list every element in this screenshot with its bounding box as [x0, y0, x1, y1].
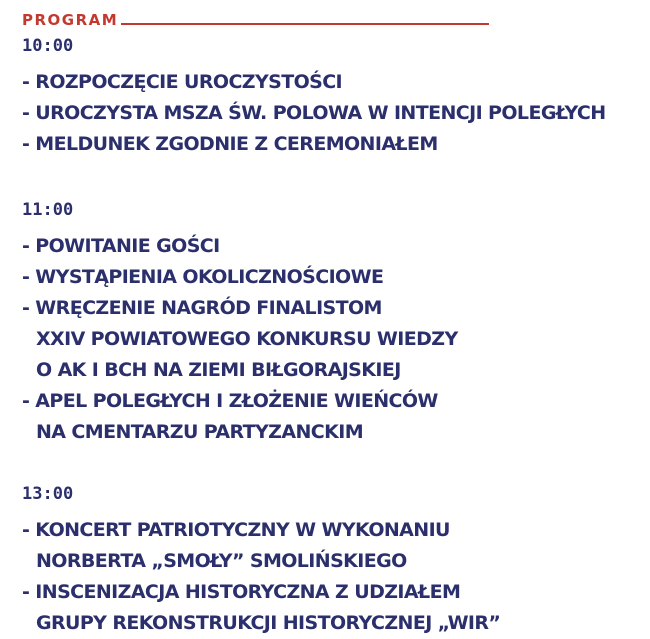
section-10 [22, 36, 642, 160]
program-item: - INSCENIZACJA HISTORYCZNA Z UDZIAŁEM [22, 581, 461, 603]
program-item-continuation: O AK I BCH NA ZIEMI BIŁGORAJSKIEJ [36, 359, 401, 381]
program-item: - APEL POLEGŁYCH I ZŁOŻENIE WIEŃCÓW [22, 390, 438, 412]
program-heading: PROGRAM [22, 11, 119, 29]
section-time: 10:00 [22, 36, 74, 56]
program-item: - WYSTĄPIENIA OKOLICZNOŚCIOWE [22, 266, 384, 288]
section-time: 11:00 [22, 200, 74, 220]
program-header [22, 8, 642, 28]
section-11 [22, 200, 642, 448]
program-item: - POWITANIE GOŚCI [22, 235, 220, 257]
program-item: - WRĘCZENIE NAGRÓD FINALISTOM [22, 297, 382, 319]
program-item: - MELDUNEK ZGODNIE Z CEREMONIAŁEM [22, 133, 438, 155]
heading-rule [121, 23, 489, 25]
program-item-continuation: GRUPY REKONSTRUKCJI HISTORYCZNEJ „WIR” [36, 612, 501, 634]
program-item: - ROZPOCZĘCIE UROCZYSTOŚCI [22, 71, 343, 93]
section-spacer [22, 448, 642, 482]
section-13 [22, 484, 642, 639]
program-item: - KONCERT PATRIOTYCZNY W WYKONANIU [22, 519, 450, 541]
section-spacer [22, 160, 642, 198]
program-item: - UROCZYSTA MSZA ŚW. POLOWA W INTENCJI POLEGŁYCH [22, 102, 606, 124]
section-time: 13:00 [22, 484, 74, 504]
program-document [22, 8, 642, 639]
program-item-continuation: NORBERTA „SMOŁY” SMOLIŃSKIEGO [36, 550, 407, 572]
program-item-continuation: NA CMENTARZU PARTYZANCKIM [36, 421, 364, 443]
program-item-continuation: XXIV POWIATOWEGO KONKURSU WIEDZY [36, 328, 458, 350]
